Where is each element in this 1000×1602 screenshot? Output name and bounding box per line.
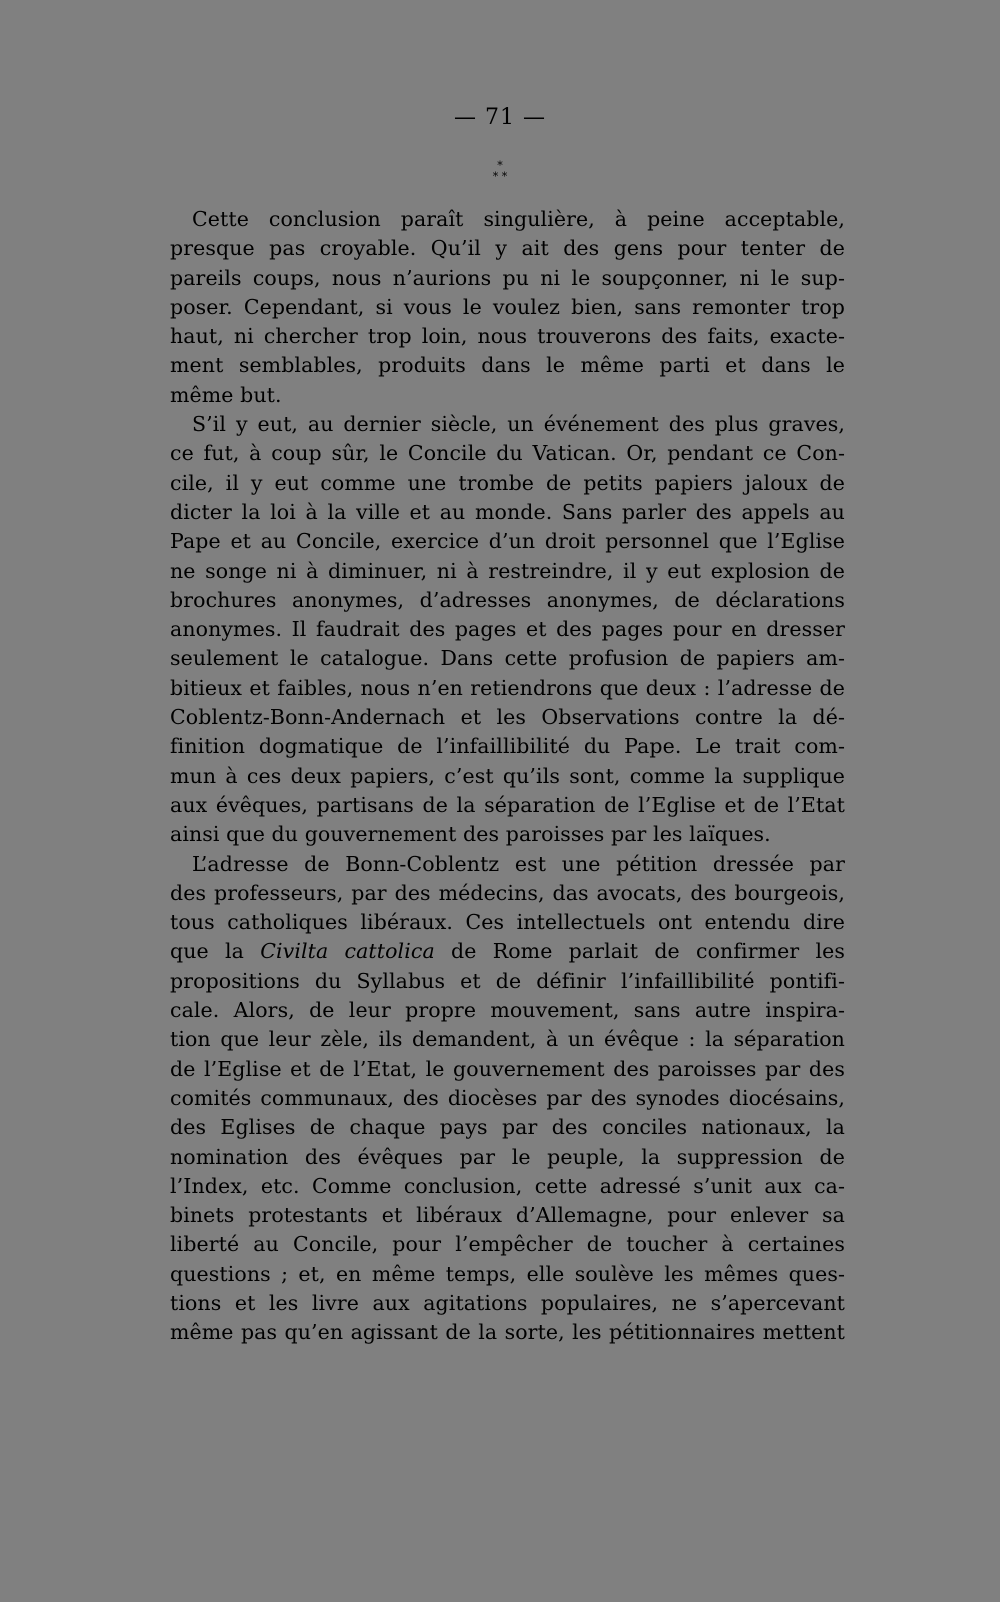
text-line: anonymes. Il faudrait des pages et des pages pour en dresser [170,617,845,642]
text-line: pareils coups, nous n’aurions pu ni le soupçonner, ni le sup- [170,265,845,290]
text-line: Cette conclusion paraît singulière, à peine acceptable, [192,207,845,231]
text-line: finition dogmatique de l’infaillibilité du Pape. Le trait com- [170,734,845,759]
text-segment: que la [170,939,261,964]
text-line: S’il y eut, au dernier siècle, un événement des plus graves, [192,412,845,437]
text-line: ce fut, à coup sûr, le Concile du Vatican. Or, pendant ce Con- [170,441,845,466]
text-line: bitieux et faibles, nous n’en retiendrons que deux : l’adresse de [170,675,845,700]
text-line: aux évêques, partisans de la séparation de l’Eglise et de l’Etat [170,792,845,817]
italic-title: Civilta cattolica [260,939,435,964]
text-line: presque pas croyable. Qu’il y ait des gens pour tenter de [170,236,845,261]
text-line: tions et les livre aux agitations populaires, ne s’apercevant [170,1290,845,1315]
text-line: brochures anonymes, d’adresses anonymes, de déclarations [170,587,845,612]
text-line: même pas qu’en agissant de la sorte, les pétitionnaires mettent [170,1320,845,1345]
asterism-bottom: * * [492,170,508,183]
text-line: haut, ni chercher trop loin, nous trouverons des faits, exacte- [170,324,845,349]
text-line: mun à ces deux papiers, c’est qu’ils sont, comme la supplique [170,763,845,788]
page-number: — 71 — [454,105,546,130]
text-line: tous catholiques libéraux. Ces intellectuels ont entendu dire [170,910,845,935]
text-line: cale. Alors, de leur propre mouvement, sans autre inspira- [170,998,845,1023]
paragraph [170,205,845,410]
asterism-top: * [497,159,503,172]
text-line: des professeurs, par des médecins, das avocats, des bourgeois, [170,880,845,905]
text-line: poser. Cependant, si vous le voulez bien, sans remonter trop [170,294,845,319]
text-line: ne songe ni à diminuer, ni à restreindre, il y eut explosion de [170,558,845,583]
text-line: tion que leur zèle, ils demandent, à un évêque : la séparation [170,1027,845,1052]
text-line: comités communaux, des diocèses par des synodes diocésains, [170,1085,845,1110]
text-line: propositions du Syllabus et de définir l’infaillibilité pontifi- [170,968,845,993]
text-line: ment semblables, produits dans le même parti et dans le [170,353,845,378]
text-line: de l’Eglise et de l’Etat, le gouvernement des paroisses par des [170,1056,845,1081]
paragraph [170,850,845,1348]
text-line: Coblentz-Bonn-Andernach et les Observations contre la dé- [170,705,845,730]
text-line: nomination des évêques par le peuple, la suppression de [170,1144,845,1169]
text-line: même but. [170,382,282,407]
text-line: seulement le catalogue. Dans cette profusion de papiers am- [170,646,845,671]
paragraph [170,410,845,849]
text-line: ainsi que du gouvernement des paroisses par les laïques. [170,822,771,847]
body-text [170,205,845,1348]
text-line: l’Index, etc. Comme conclusion, cette adressé s’unit aux ca- [170,1173,845,1198]
section-break-asterism [0,160,1000,182]
text-line: des Eglises de chaque pays par des conciles nationaux, la [170,1115,845,1140]
text-line: dicter la loi à la ville et au monde. Sans parler des appels au [170,499,845,524]
text-line: liberté au Concile, pour l’empêcher de toucher à certaines [170,1232,845,1257]
text-line: L’adresse de Bonn-Coblentz est une pétition dressée par [192,851,845,876]
text-line: questions ; et, en même temps, elle soulève les mêmes ques- [170,1261,845,1286]
text-segment: de Rome parlait de confirmer les [434,939,845,964]
text-line: cile, il y eut comme une trombe de petits papiers jaloux de [170,470,845,495]
text-line [170,937,845,966]
text-line: Pape et au Concile, exercice d’un droit personnel que l’Eglise [170,529,845,554]
text-line: binets protestants et libéraux d’Allemagne, pour enlever sa [170,1203,845,1228]
